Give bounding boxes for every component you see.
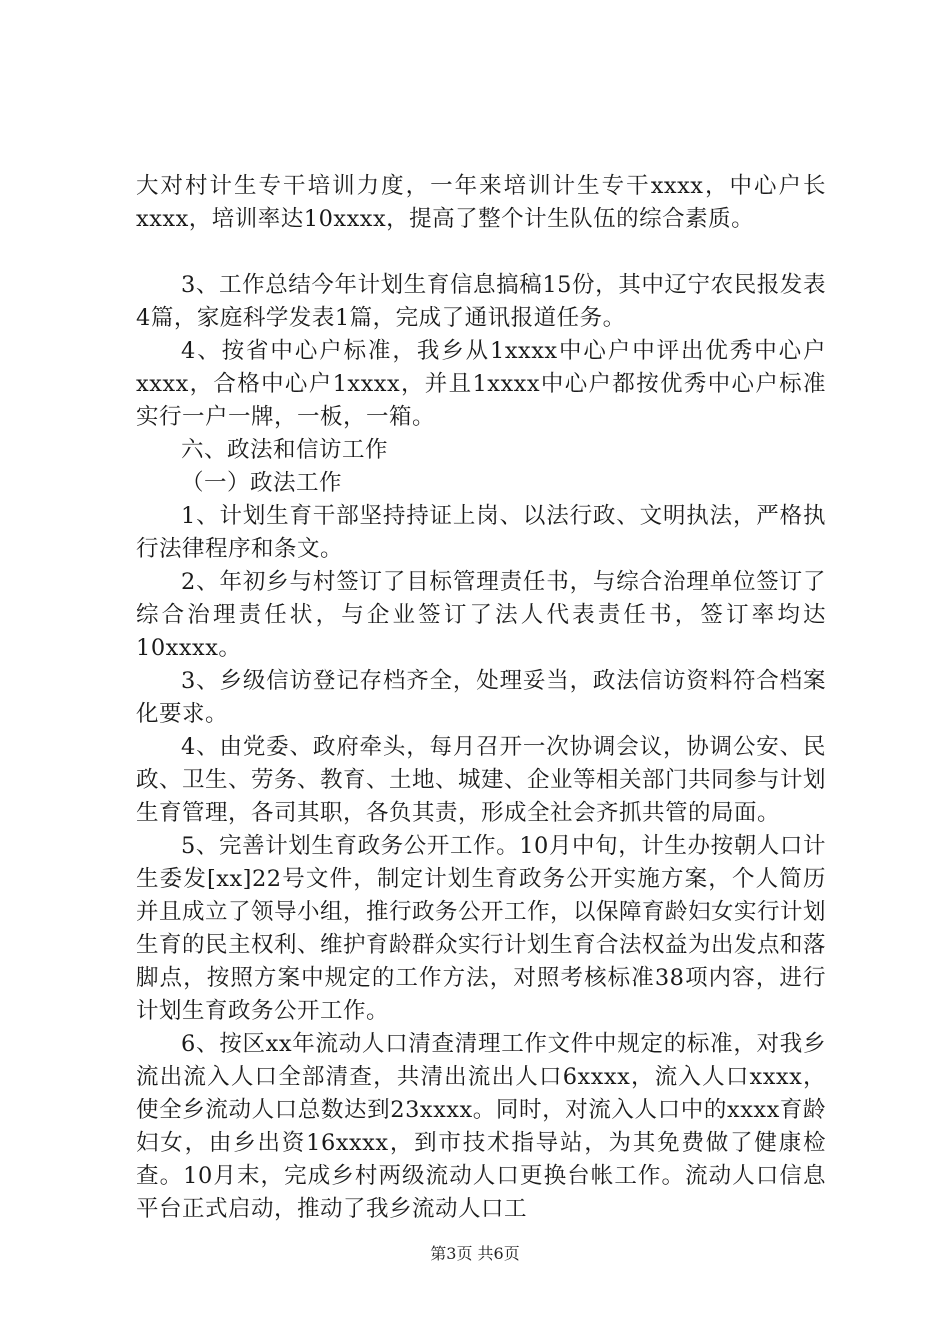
paragraph-news-reports: 3、工作总结今年计划生育信息搞稿15份，其中辽宁农民报发表4篇，家庭科学发表1篇，完成了通讯报道任务。	[136, 272, 826, 331]
paragraph-law-item-4: 4、由党委、政府牵头，每月召开一次协调会议，协调公安、民政、卫生、劳务、教育、土地、城建、企业等相关部门共同参与计划生育管理，各司其职，各负其责，形成全社会齐抓共管的局面。	[136, 734, 827, 826]
page-number-label: 第3页 共6页	[430, 1244, 520, 1263]
paragraph-law-item-2: 2、年初乡与村签订了目标管理责任书，与综合治理单位签订了综合治理责任状，与企业签订了法人代表责任书，签订率均达10xxxx。	[136, 569, 826, 661]
paragraph-law-item-3: 3、乡级信访登记存档齐全，处理妥当，政法信访资料符合档案化要求。	[136, 668, 826, 727]
section-heading-law-petition: 六、政法和信访工作	[181, 437, 389, 463]
document-body	[136, 170, 826, 1226]
paragraph-training-continuation: 大对村计生专干培训力度，一年来培训计生专干xxxx，中心户长xxxx，培训率达10xxxx，提高了整个计生队伍的综合素质。	[136, 173, 826, 232]
paragraph-central-households: 4、按省中心户标准，我乡从1xxxx中心户中评出优秀中心户xxxx，合格中心户1xxxx，并且1xxxx中心户都按优秀中心户标准实行一户一牌，一板，一箱。	[136, 338, 826, 430]
paragraph-law-item-6: 6、按区xx年流动人口清查清理工作文件中规定的标准，对我乡流出流入人口全部清查，共清出流出人口6xxxx，流入人口xxxx，使全乡流动人口总数达到23xxxx。同时，对流入人口中的xxxx育龄妇女，由乡出资16xxxx，到市技术指导站，为其免费做了健康检查。10月末，完成乡村两级流动人口更换台帐工作。流动人口信息平台正式启动，推动了我乡流动人口工	[136, 1031, 826, 1222]
page-footer	[0, 1244, 950, 1264]
paragraph-law-item-5: 5、完善计划生育政务公开工作。10月中旬，计生办按朝人口计生委发[xx]22号文件，制定计划生育政务公开实施方案，个人简历并且成立了领导小组，推行政务公开工作，以保障育龄妇女实行计划生育的民主权利、维护育龄群众实行计划生育合法权益为出发点和落脚点，按照方案中规定的工作方法，对照考核标准38项内容，进行计划生育政务公开工作。	[136, 833, 827, 1024]
subsection-heading-law-work: （一）政法工作	[181, 470, 343, 496]
paragraph-law-item-1: 1、计划生育干部坚持持证上岗、以法行政、文明执法，严格执行法律程序和条文。	[136, 503, 826, 562]
